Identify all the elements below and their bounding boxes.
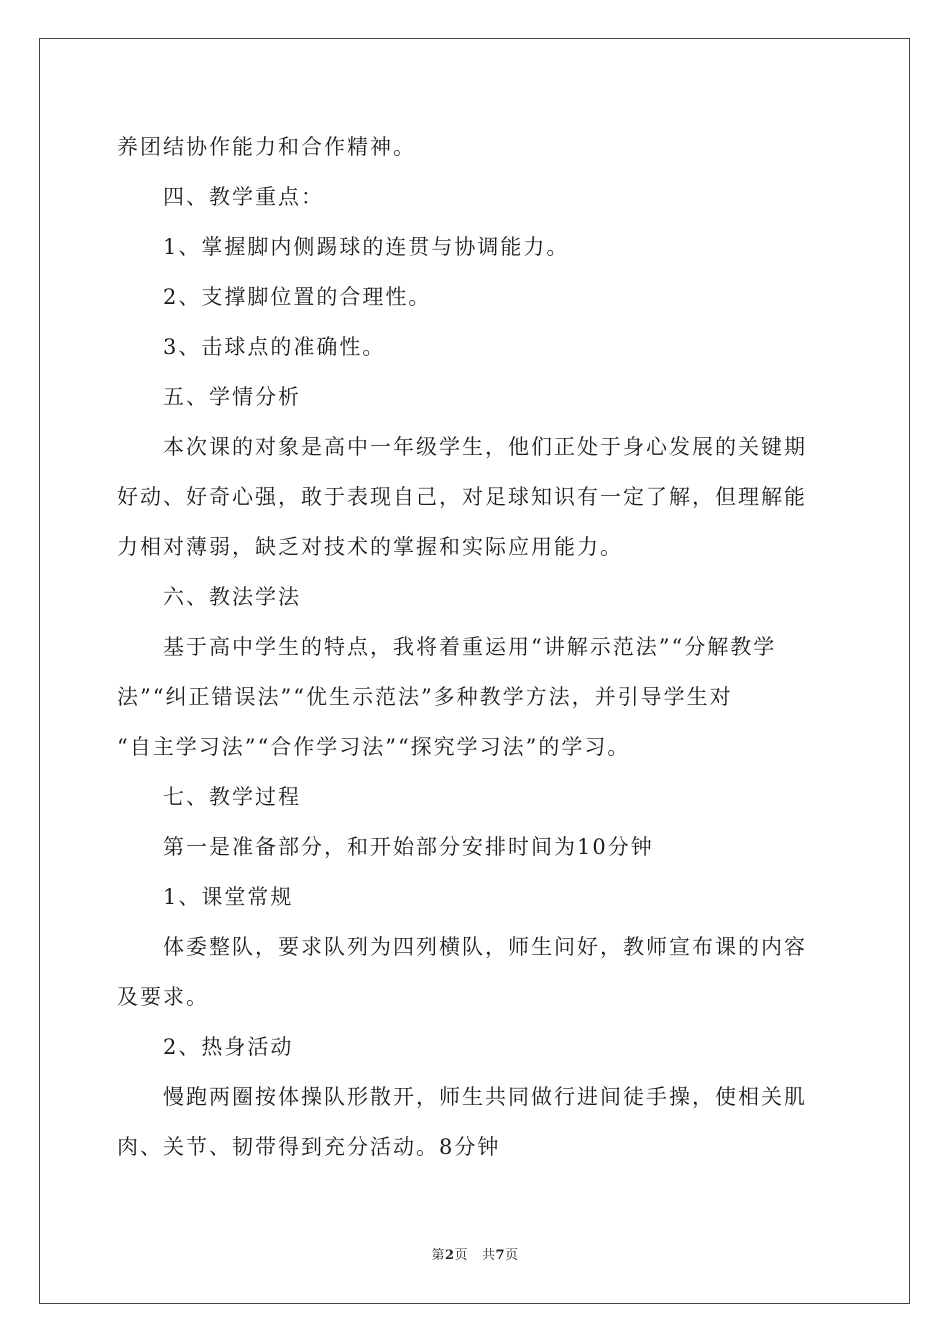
text-line: 七、教学过程 (163, 785, 301, 809)
text-line: 体委整队，要求队列为四列横队，师生问好，教师宣布课的内容 (163, 935, 807, 959)
footer-total-pages: 7 (495, 1248, 506, 1263)
text-line: 养团结协作能力和合作精神。 (117, 135, 416, 159)
footer-page-number: 2 (444, 1248, 455, 1263)
page-footer (0, 1244, 950, 1263)
text-line: 四、教学重点： (163, 185, 324, 209)
footer-total-prefix: 共 (481, 1248, 496, 1263)
text-line: 2、支撑脚位置的合理性。 (163, 285, 432, 309)
text-line: 基于高中学生的特点，我将着重运用“讲解示范法”“分解教学 (163, 635, 777, 659)
text-line: “自主学习法”“合作学习法”“探究学习法”的学习。 (117, 735, 631, 759)
text-line: 及要求。 (117, 985, 209, 1009)
text-line: 好动、好奇心强，敢于表现自己，对足球知识有一定了解，但理解能 (117, 485, 807, 509)
document-body (117, 122, 832, 1172)
footer-total-suffix: 页 (505, 1248, 519, 1263)
text-line: 法”“纠正错误法”“优生示范法”多种教学方法，并引导学生对 (117, 685, 733, 709)
text-line: 2、热身活动 (163, 1035, 294, 1059)
text-line: 五、学情分析 (163, 385, 301, 409)
footer-prefix: 第 (431, 1248, 445, 1263)
text-line: 1、掌握脚内侧踢球的连贯与协调能力。 (163, 235, 570, 259)
text-line: 慢跑两圈按体操队形散开，师生共同做行进间徒手操，使相关肌 (163, 1085, 807, 1109)
footer-page-suffix: 页 (454, 1248, 469, 1263)
text-line: 肉、关节、韧带得到充分活动。8分钟 (117, 1135, 501, 1159)
text-line: 3、击球点的准确性。 (163, 335, 386, 359)
text-line: 第一是准备部分，和开始部分安排时间为10分钟 (163, 835, 654, 859)
text-line: 六、教法学法 (163, 585, 301, 609)
text-line: 1、课堂常规 (163, 885, 294, 909)
text-line: 力相对薄弱，缺乏对技术的掌握和实际应用能力。 (117, 535, 623, 559)
text-line: 本次课的对象是高中一年级学生，他们正处于身心发展的关键期 (163, 435, 807, 459)
